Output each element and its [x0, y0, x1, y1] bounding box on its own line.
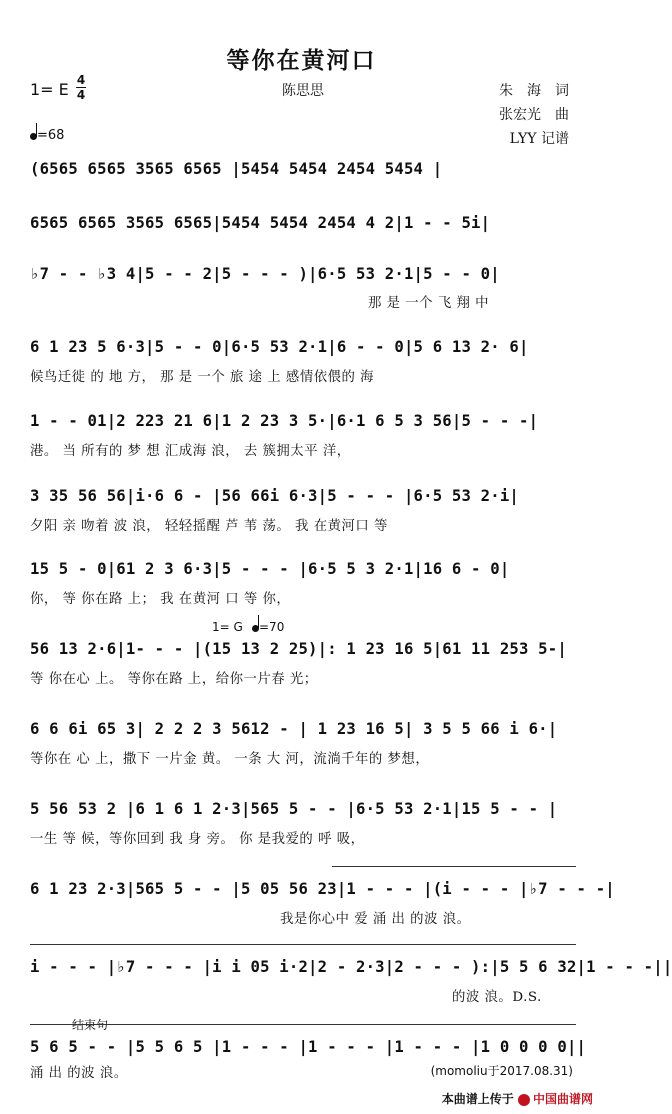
lyric-line-13: 涌 出 的波 浪。 — [30, 1066, 128, 1081]
transcriber-signature: (momoliu于2017.08.31) — [430, 1064, 573, 1078]
lyric-line-11: 我是你心中 爱 涌 出 的波 浪。 — [280, 912, 471, 927]
site-name: 中国曲谱网 — [532, 1092, 593, 1106]
score-line-10: 5 56 53 2 |6 1 6 1 2·3|565 5 - - |6·5 53 2·1|15 5 - - | — [30, 800, 558, 818]
lyric-line-3: 那 是 一个 飞 翔 中 — [368, 296, 490, 311]
score-line-11: 6 1 23 2·3|565 5 - - |5 05 56 23|1 - - - |(i - - - |♭7 - - -| — [30, 880, 615, 898]
site-logo-icon — [518, 1094, 530, 1106]
score-line-13: 5 6 5 - - |5 5 6 5 |1 - - - |1 - - - |1 - - - |1 0 0 0 0|| — [30, 1038, 587, 1056]
time-bottom: 4 — [76, 88, 86, 102]
lyric-line-6: 夕阳 亲 吻着 波 浪， 轻轻摇醒 芦 苇 荡。 我 在黄河口 等 — [30, 519, 388, 534]
upload-text: 本曲谱上传于 — [441, 1092, 514, 1106]
composer: 张宏光 曲 — [499, 107, 569, 123]
score-line-4: 6 1 23 5 6·3|5 - - 0|6·5 53 2·1|6 - - 0|5 6 13 2· 6| — [30, 338, 529, 356]
lyric-line-10: 一生 等 候，等你回到 我 身 旁。 你 是我爱的 呼 吸， — [30, 832, 365, 847]
tempo-change: =70 — [252, 620, 284, 634]
time-top: 4 — [76, 73, 86, 87]
score-line-3: ♭7 - - ♭3 4|5 - - 2|5 - - - )|6·5 53 2·1|5 - - 0| — [30, 265, 500, 283]
quarter-note-icon — [30, 133, 37, 140]
score-line-12: i - - - |♭7 - - - |i i 05 i·2|2 - 2·3|2 - - - ):|5 5 6 32|1 - - -|| — [30, 958, 672, 976]
lyric-line-12: 的波 浪。D.S. — [452, 990, 542, 1005]
key-change: 1= G — [212, 620, 243, 634]
score-line-5: 1 - - 01|2 223 21 6|1 2 23 3 5·|6·1 6 5 3 56|5 - - -| — [30, 412, 539, 430]
time-signature — [76, 74, 86, 101]
score-line-2: 6565 6565 3565 6565|5454 5454 2454 4 2|1 - - 5i| — [30, 214, 491, 232]
lyric-line-8: 等 你在心 上。 等你在路 上，给你一片春 光； — [30, 672, 318, 687]
coda-bracket — [30, 1024, 576, 1025]
singer: 陈思思 — [282, 83, 324, 99]
lyric-line-4: 候鸟迁徙 的 地 方， 那 是 一个 旅 途 上 感情依偎的 海 — [30, 370, 375, 385]
tempo-marking — [30, 128, 64, 143]
score-line-1: (6565 6565 3565 6565 |5454 5454 2454 5454 | — [30, 160, 443, 178]
score-line-6: 3 35 56 56|i·6 6 - |56 66i 6·3|5 - - - |6·5 53 2·i| — [30, 487, 519, 505]
coda-label: 结束句 — [72, 1018, 109, 1032]
key-signature: 1= E — [30, 80, 69, 99]
lyric-line-5: 港。 当 所有的 梦 想 汇成海 浪， 去 簇拥太平 洋， — [30, 444, 351, 459]
volta-bracket-1 — [332, 866, 576, 867]
score-title: 等你在黄河口 — [226, 47, 377, 74]
lyric-line-7: 你， 等 你在路 上； 我 在黄河 口 等 你， — [30, 592, 291, 607]
score-line-8: 56 13 2·6|1- - - |(15 13 2 25)|: 1 23 16 5|61 11 253 5-| — [30, 640, 567, 658]
lyric-line-9: 等你在 心 上，撒下 一片金 黄。 一条 大 河，流淌千年的 梦想， — [30, 752, 430, 767]
transcriber: LYY 记谱 — [509, 131, 569, 147]
lyricist: 朱 海 词 — [499, 83, 569, 99]
quarter-note-icon — [252, 625, 259, 632]
upload-footer — [442, 1090, 593, 1107]
score-line-7: 15 5 - 0|61 2 3 6·3|5 - - - |6·5 5 3 2·1|16 6 - 0| — [30, 560, 510, 578]
score-line-9: 6 6 6i 65 3| 2 2 2 3 5612 - | 1 23 16 5| 3 5 5 66 i 6·| — [30, 720, 558, 738]
tempo-value: =68 — [37, 128, 65, 143]
repeat-bracket — [30, 944, 576, 945]
